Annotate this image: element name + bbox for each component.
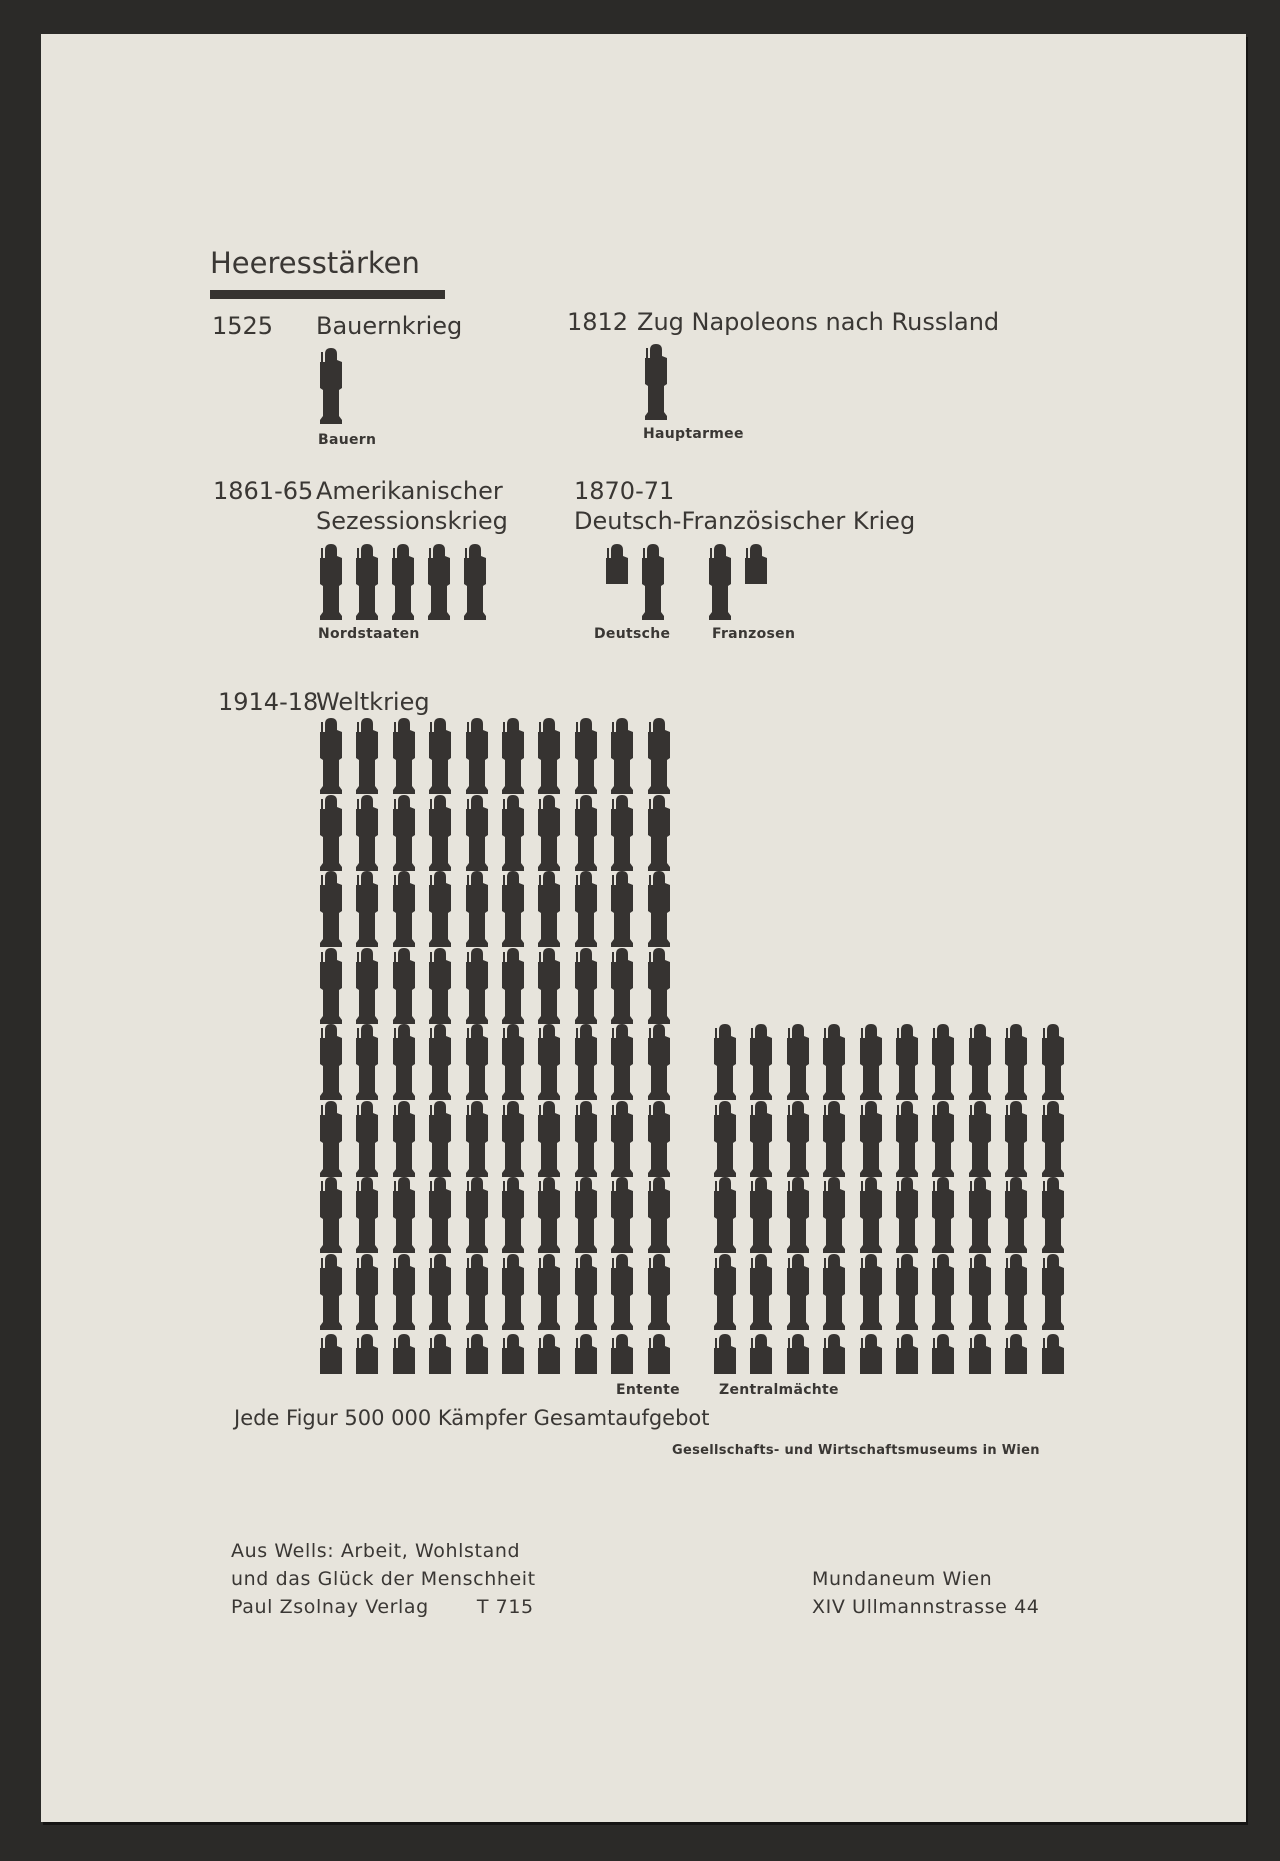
entente-figure: [354, 871, 380, 947]
hauptarmee-figure: [643, 344, 669, 420]
zentralmaechte-half-figure: [785, 1334, 811, 1374]
zentralmaechte-figure: [712, 1177, 738, 1253]
zentralmaechte-figure: [894, 1177, 920, 1253]
entente-figure: [391, 1254, 417, 1330]
zentralmaechte-figure: [712, 1254, 738, 1330]
entente-figure: [573, 1101, 599, 1177]
zentralmaechte-figure: [821, 1101, 847, 1177]
zentralmaechte-figure: [821, 1177, 847, 1253]
entente-figure: [646, 948, 672, 1024]
label-franzosen: Franzosen: [712, 626, 796, 642]
label-bauern: Bauern: [318, 432, 377, 448]
entente-figure: [464, 718, 490, 794]
entente-figure: [500, 948, 526, 1024]
zentralmaechte-figure: [858, 1101, 884, 1177]
entente-figure: [500, 795, 526, 871]
zentralmaechte-figure: [930, 1254, 956, 1330]
year-1525: 1525: [212, 312, 274, 340]
zentralmaechte-figure: [748, 1177, 774, 1253]
zentralmaechte-half-figure: [967, 1334, 993, 1374]
war-name-bauernkrieg: Bauernkrieg: [316, 312, 463, 340]
zentralmaechte-figure: [1003, 1177, 1029, 1253]
footer-publisher: Paul Zsolnay Verlag: [231, 1596, 429, 1618]
entente-figure: [536, 1177, 562, 1253]
entente-figure: [427, 1101, 453, 1177]
entente-figure: [609, 948, 635, 1024]
entente-figure: [646, 1177, 672, 1253]
entente-figure: [391, 795, 417, 871]
zentralmaechte-half-figure: [821, 1334, 847, 1374]
entente-half-figure: [427, 1334, 453, 1374]
footer-left-line1: Aus Wells: Arbeit, Wohlstand: [231, 1540, 521, 1562]
footer-right-line1: Mundaneum Wien: [812, 1568, 993, 1590]
entente-figure: [646, 718, 672, 794]
entente-figure: [609, 1024, 635, 1100]
zentralmaechte-figure: [967, 1101, 993, 1177]
label-deutsche: Deutsche: [594, 626, 671, 642]
zentralmaechte-half-figure: [712, 1334, 738, 1374]
franzosen-figure: [707, 544, 733, 620]
entente-figure: [500, 1101, 526, 1177]
entente-figure: [318, 948, 344, 1024]
zentralmaechte-figure: [821, 1254, 847, 1330]
entente-figure: [609, 1254, 635, 1330]
zentralmaechte-figure: [1040, 1101, 1066, 1177]
entente-figure: [354, 1101, 380, 1177]
zentralmaechte-figure: [785, 1101, 811, 1177]
zentralmaechte-figure: [930, 1024, 956, 1100]
entente-figure: [536, 948, 562, 1024]
zentralmaechte-half-figure: [1003, 1334, 1029, 1374]
entente-figure: [500, 1254, 526, 1330]
year-1914-18: 1914-18: [218, 688, 319, 716]
entente-half-figure: [391, 1334, 417, 1374]
entente-figure: [609, 1177, 635, 1253]
zentralmaechte-figure: [1040, 1177, 1066, 1253]
zentralmaechte-figure: [712, 1024, 738, 1100]
entente-figure: [646, 1101, 672, 1177]
entente-figure: [573, 948, 599, 1024]
nordstaaten-figure: [390, 544, 416, 620]
entente-figure: [427, 795, 453, 871]
entente-figure: [464, 871, 490, 947]
entente-figure: [500, 1024, 526, 1100]
entente-figure: [354, 795, 380, 871]
entente-figure: [354, 948, 380, 1024]
entente-figure: [573, 795, 599, 871]
war-name-weltkrieg: Weltkrieg: [316, 688, 430, 716]
zentralmaechte-figure: [930, 1177, 956, 1253]
entente-figure: [427, 1177, 453, 1253]
entente-half-figure: [609, 1334, 635, 1374]
footer-left-line3: [231, 1593, 536, 1621]
year-1861-65: 1861-65: [213, 477, 314, 505]
entente-figure: [500, 871, 526, 947]
entente-figure: [573, 1177, 599, 1253]
entente-figure: [536, 1254, 562, 1330]
label-hauptarmee: Hauptarmee: [643, 426, 744, 442]
entente-figure: [427, 871, 453, 947]
deutsche-figure: [640, 544, 666, 620]
zentralmaechte-figure: [1003, 1101, 1029, 1177]
entente-figure: [573, 1024, 599, 1100]
zentralmaechte-figure: [748, 1101, 774, 1177]
entente-figure: [646, 795, 672, 871]
entente-figure: [646, 871, 672, 947]
entente-figure: [536, 718, 562, 794]
nordstaaten-figure: [426, 544, 452, 620]
zentralmaechte-figure: [858, 1254, 884, 1330]
zentralmaechte-figure: [785, 1177, 811, 1253]
label-entente: Entente: [616, 1382, 680, 1398]
entente-figure: [318, 1024, 344, 1100]
entente-figure: [354, 1254, 380, 1330]
footer-code: T 715: [476, 1596, 534, 1618]
title-underline: [210, 290, 445, 299]
nordstaaten-figure: [462, 544, 488, 620]
entente-figure: [573, 871, 599, 947]
entente-figure: [646, 1024, 672, 1100]
entente-figure: [427, 1024, 453, 1100]
entente-figure: [318, 1101, 344, 1177]
year-1870-71: 1870-71: [574, 477, 675, 505]
zentralmaechte-figure: [748, 1254, 774, 1330]
deutsche-half-figure: [604, 544, 630, 584]
label-zentralmaechte: Zentralmächte: [719, 1382, 839, 1398]
entente-figure: [609, 1101, 635, 1177]
zentralmaechte-figure: [1003, 1254, 1029, 1330]
entente-figure: [318, 718, 344, 794]
zentralmaechte-figure: [785, 1024, 811, 1100]
zentralmaechte-figure: [894, 1254, 920, 1330]
entente-figure: [536, 1101, 562, 1177]
entente-figure: [391, 948, 417, 1024]
zentralmaechte-half-figure: [858, 1334, 884, 1374]
entente-figure: [391, 1024, 417, 1100]
entente-figure: [609, 718, 635, 794]
paper-sheet: [41, 34, 1246, 1822]
entente-figure: [318, 1177, 344, 1253]
war-name-napoleon: Zug Napoleons nach Russland: [637, 308, 1000, 336]
zentralmaechte-figure: [821, 1024, 847, 1100]
entente-figure: [609, 795, 635, 871]
entente-figure: [318, 795, 344, 871]
entente-figure: [318, 1254, 344, 1330]
entente-figure: [464, 948, 490, 1024]
entente-figure: [318, 871, 344, 947]
label-nordstaaten: Nordstaaten: [318, 626, 420, 642]
entente-figure: [354, 718, 380, 794]
entente-figure: [536, 871, 562, 947]
entente-figure: [427, 948, 453, 1024]
page-title: Heeresstärken: [210, 246, 420, 280]
zentralmaechte-half-figure: [930, 1334, 956, 1374]
footer-left: [231, 1537, 536, 1621]
zentralmaechte-figure: [930, 1101, 956, 1177]
entente-half-figure: [573, 1334, 599, 1374]
zentralmaechte-half-figure: [748, 1334, 774, 1374]
entente-figure: [536, 1024, 562, 1100]
zentralmaechte-figure: [894, 1024, 920, 1100]
entente-half-figure: [354, 1334, 380, 1374]
entente-figure: [464, 1101, 490, 1177]
entente-figure: [391, 1101, 417, 1177]
entente-half-figure: [464, 1334, 490, 1374]
zentralmaechte-figure: [712, 1101, 738, 1177]
entente-figure: [646, 1254, 672, 1330]
entente-figure: [609, 871, 635, 947]
zentralmaechte-figure: [858, 1024, 884, 1100]
zentralmaechte-half-figure: [894, 1334, 920, 1374]
zentralmaechte-figure: [1040, 1024, 1066, 1100]
franzosen-half-figure: [743, 544, 769, 584]
entente-figure: [573, 718, 599, 794]
war-name-sezession-line2: Sezessionskrieg: [316, 507, 508, 535]
zentralmaechte-figure: [785, 1254, 811, 1330]
zentralmaechte-half-figure: [1040, 1334, 1066, 1374]
bauern-figure: [318, 348, 344, 424]
entente-figure: [427, 718, 453, 794]
entente-figure: [354, 1024, 380, 1100]
entente-figure: [391, 718, 417, 794]
entente-figure: [354, 1177, 380, 1253]
war-name-sezession-line1: Amerikanischer: [316, 477, 503, 505]
entente-figure: [391, 1177, 417, 1253]
entente-half-figure: [646, 1334, 672, 1374]
nordstaaten-figure: [354, 544, 380, 620]
entente-half-figure: [318, 1334, 344, 1374]
entente-figure: [464, 1177, 490, 1253]
entente-figure: [573, 1254, 599, 1330]
footer-right: [812, 1565, 1039, 1621]
entente-figure: [500, 718, 526, 794]
entente-figure: [464, 1024, 490, 1100]
zentralmaechte-figure: [1040, 1254, 1066, 1330]
zentralmaechte-figure: [967, 1177, 993, 1253]
zentralmaechte-figure: [1003, 1024, 1029, 1100]
zentralmaechte-figure: [894, 1101, 920, 1177]
footer-right-line2: XIV Ullmannstrasse 44: [812, 1596, 1040, 1618]
zentralmaechte-figure: [967, 1254, 993, 1330]
footer-left-line2: und das Glück der Menschheit: [231, 1568, 536, 1590]
zentralmaechte-figure: [748, 1024, 774, 1100]
entente-half-figure: [536, 1334, 562, 1374]
entente-figure: [464, 1254, 490, 1330]
entente-figure: [500, 1177, 526, 1253]
entente-half-figure: [500, 1334, 526, 1374]
legend-unit: Jede Figur 500 000 Kämpfer Gesamtaufgebot: [234, 1406, 710, 1430]
war-name-deutschfranz: Deutsch-Französischer Krieg: [574, 507, 916, 535]
credit-museum: Gesellschafts- und Wirtschaftsmuseums in Wien: [672, 1443, 1040, 1458]
year-1812: 1812: [567, 308, 629, 336]
nordstaaten-figure: [318, 544, 344, 620]
entente-figure: [427, 1254, 453, 1330]
entente-figure: [391, 871, 417, 947]
entente-figure: [464, 795, 490, 871]
zentralmaechte-figure: [967, 1024, 993, 1100]
entente-figure: [536, 795, 562, 871]
zentralmaechte-figure: [858, 1177, 884, 1253]
